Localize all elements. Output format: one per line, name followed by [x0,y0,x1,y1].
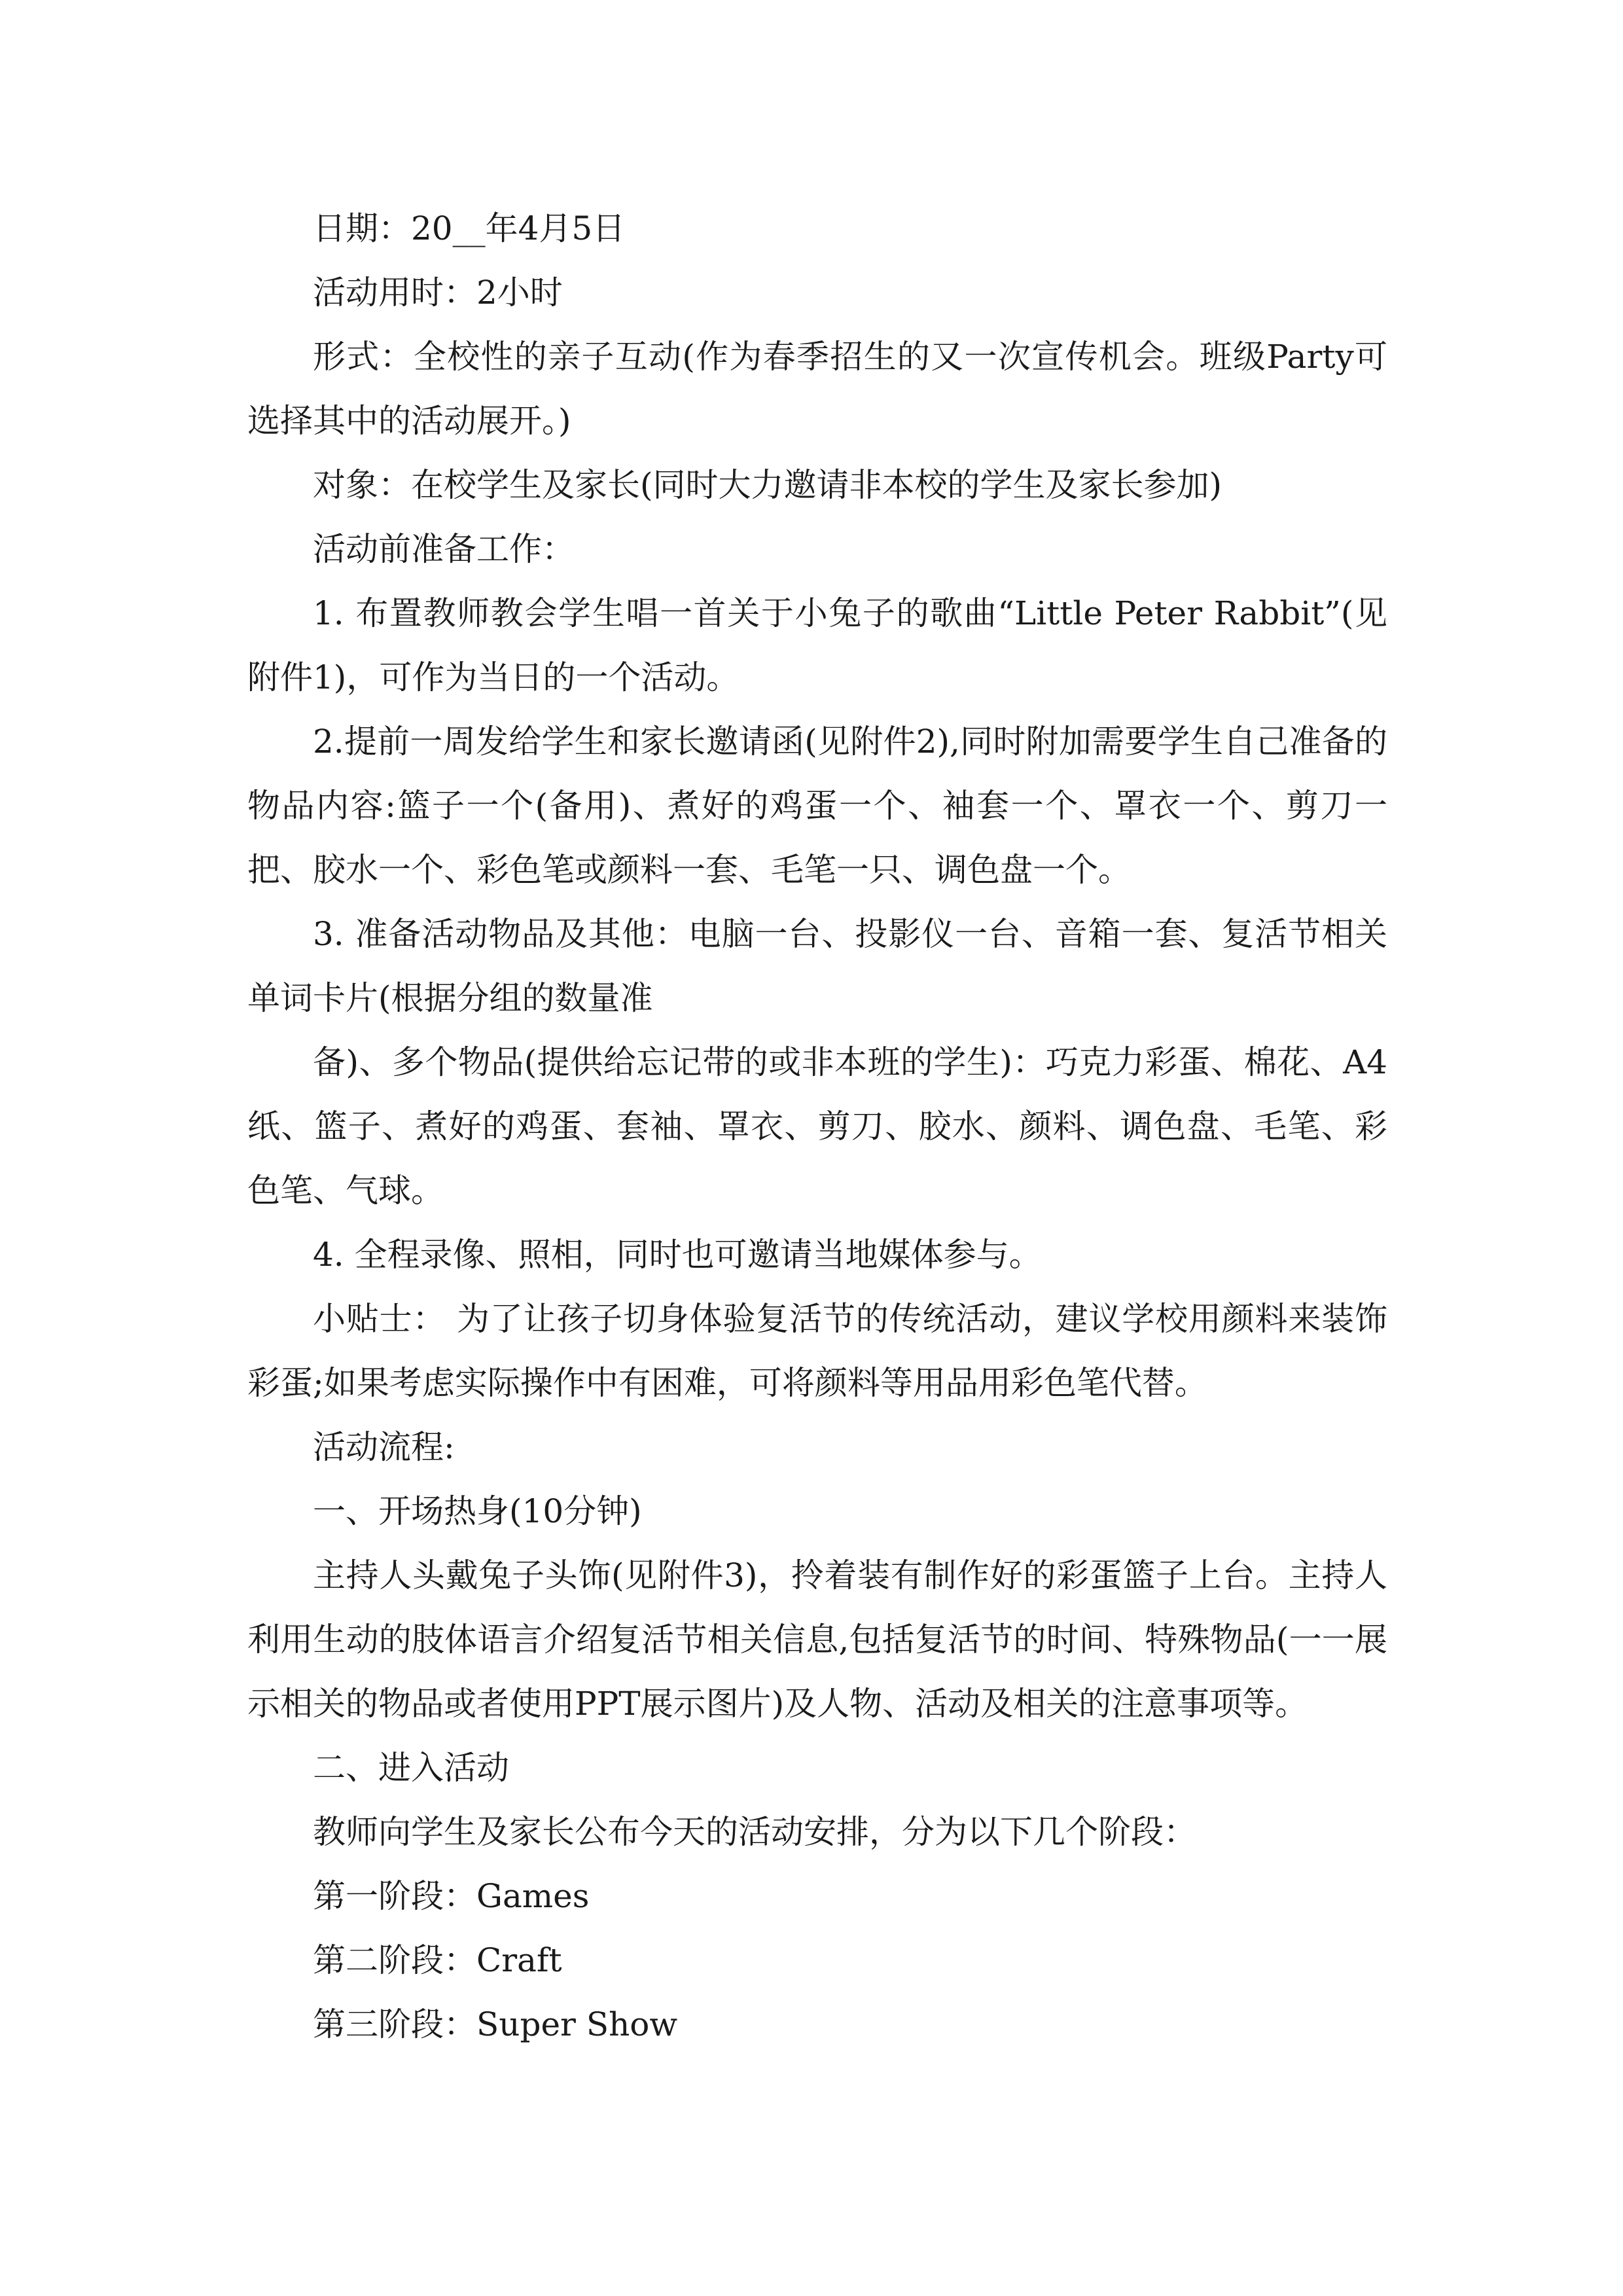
prep-item-3: 3. 准备活动物品及其他：电脑一台、投影仪一台、音箱一套、复活节相关单词卡片(根据分组的数量准 [247,915,1387,1017]
stage-3-line: 第三阶段：Super Show [313,2005,678,2043]
stage-2-line: 第二阶段：Craft [313,1941,562,1979]
prep-item-1: 1. 布置教师教会学生唱一首关于小兔子的歌曲“Little Peter Rabbit”(见附件1)，可作为当日的一个活动。 [247,594,1387,696]
date-line: 日期：20__年4月5日 [313,209,626,247]
document-body [247,196,1387,2056]
format-paragraph: 形式：全校性的亲子互动(作为春季招生的又一次宣传机会。班级Party可选择其中的活动展开。) [247,338,1387,440]
section-2-heading: 二、进入活动 [313,1749,509,1787]
section-1-body: 主持人头戴兔子头饰(见附件3)，拎着装有制作好的彩蛋篮子上台。主持人利用生动的肢体语言介绍复活节相关信息,包括复活节的时间、特殊物品(一一展示相关的物品或者使用PPT展示图片)及人物、活动及相关的注意事项等。 [247,1556,1387,1723]
tips-paragraph: 小贴士： 为了让孩子切身体验复活节的传统活动，建议学校用颜料来装饰彩蛋;如果考虑实际操作中有困难，可将颜料等用品用彩色笔代替。 [247,1300,1387,1402]
duration-line: 活动用时：2小时 [313,274,563,312]
audience-paragraph: 对象：在校学生及家长(同时大力邀请非本校的学生及家长参加) [313,466,1222,504]
section-2-intro: 教师向学生及家长公布今天的活动安排，分为以下几个阶段： [313,1813,1196,1851]
prep-item-2: 2.提前一周发给学生和家长邀请函(见附件2),同时附加需要学生自己准备的物品内容:篮子一个(备用)、煮好的鸡蛋一个、袖套一个、罩衣一个、剪刀一把、胶水一个、彩色笔或颜料一套、毛笔一只、调色盘一个。 [247,723,1387,889]
section-1-heading: 一、开场热身(10分钟) [313,1492,642,1530]
stage-1-line: 第一阶段：Games [313,1877,590,1915]
preparation-heading: 活动前准备工作： [313,530,575,568]
process-heading: 活动流程: [313,1428,455,1466]
prep-item-4: 4. 全程录像、照相，同时也可邀请当地媒体参与。 [313,1236,1042,1274]
prep-item-3-continued: 备)、多个物品(提供给忘记带的或非本班的学生)：巧克力彩蛋、棉花、A4纸、篮子、煮好的鸡蛋、套袖、罩衣、剪刀、胶水、颜料、调色盘、毛笔、彩色笔、气球。 [247,1043,1387,1210]
